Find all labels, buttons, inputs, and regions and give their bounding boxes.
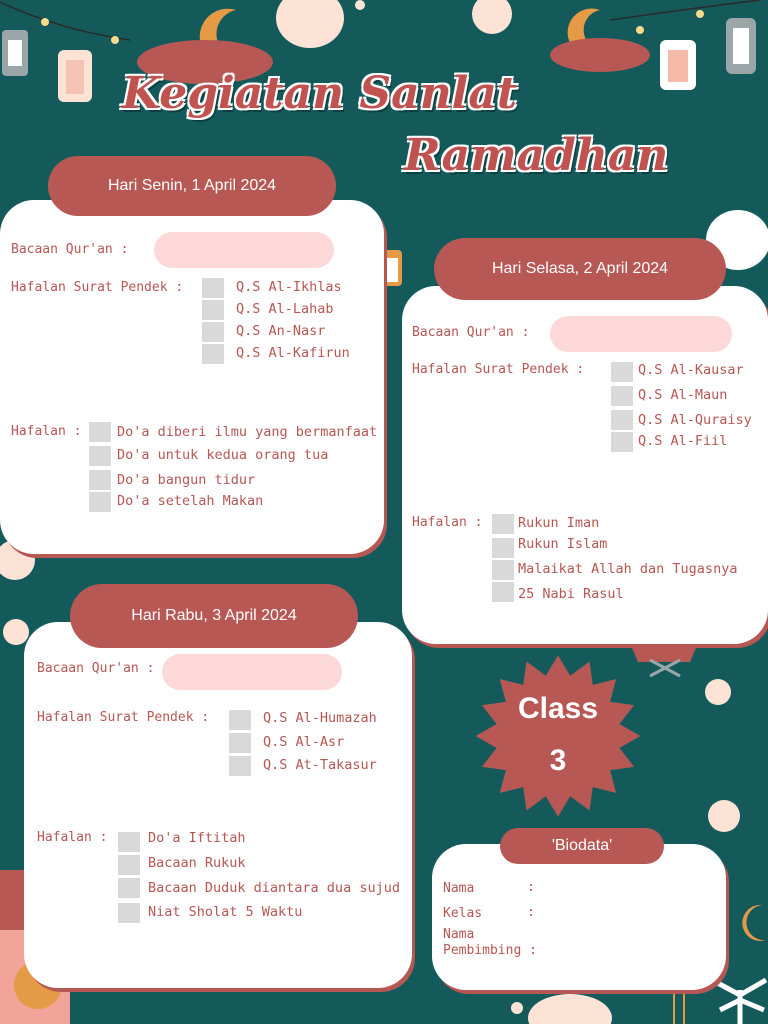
day3-hafalan-surat-label: Hafalan Surat Pendek : — [37, 710, 210, 725]
day2-bacaan-label: Bacaan Qur'an : — [412, 325, 530, 340]
day1-surat-checkbox[interactable] — [202, 300, 224, 320]
day1-bacaan-label: Bacaan Qur'an : — [11, 242, 129, 257]
day3-surat-item: Q.S Al-Humazah — [263, 710, 377, 726]
day3-surat-checkbox[interactable] — [229, 710, 251, 730]
day1-hafalan-checkbox[interactable] — [89, 446, 111, 466]
class-badge-label: Class — [517, 692, 599, 725]
day3-hafalan-item: Niat Sholat 5 Waktu — [148, 904, 303, 920]
day3-bacaan-label: Bacaan Qur'an : — [37, 661, 155, 676]
day2-header: Hari Selasa, 2 April 2024 — [434, 238, 726, 300]
day2-surat-checkbox[interactable] — [611, 386, 633, 406]
day1-surat-checkbox[interactable] — [202, 344, 224, 364]
lantern-icon — [2, 30, 28, 76]
day2-hafalan-item: Rukun Islam — [518, 536, 608, 552]
day1-bacaan-field[interactable] — [154, 232, 334, 268]
day3-hafalan-checkbox[interactable] — [118, 832, 140, 852]
lantern-icon — [726, 18, 756, 74]
day2-surat-item: Q.S Al-Quraisy — [638, 412, 752, 428]
day3-bacaan-field[interactable] — [162, 654, 342, 690]
day1-surat-item: Q.S Al-Lahab — [236, 301, 334, 317]
day2-hafalan-item: Malaikat Allah dan Tugasnya — [518, 561, 738, 577]
biodata-nama-label: Nama — [443, 881, 475, 896]
day2-hafalan-item: 25 Nabi Rasul — [518, 586, 624, 602]
biodata-pembimbing-label-1: Nama — [443, 927, 475, 942]
day1-header: Hari Senin, 1 April 2024 — [48, 156, 336, 216]
day2-surat-item: Q.S Al-Kausar — [638, 362, 744, 378]
day2-surat-item: Q.S Al-Fiil — [638, 433, 728, 449]
day3-hafalan-checkbox[interactable] — [118, 878, 140, 898]
day3-hafalan-label: Hafalan : — [37, 830, 108, 845]
day3-hafalan-checkbox[interactable] — [118, 903, 140, 923]
day2-hafalan-checkbox[interactable] — [492, 538, 514, 558]
day3-hafalan-checkbox[interactable] — [118, 855, 140, 875]
day1-surat-item: Q.S Al-Kafirun — [236, 345, 350, 361]
day2-surat-checkbox[interactable] — [611, 362, 633, 382]
day3-surat-checkbox[interactable] — [229, 733, 251, 753]
biodata-nama-colon: : — [527, 880, 535, 895]
day1-surat-checkbox[interactable] — [202, 278, 224, 298]
day3-surat-item: Q.S Al-Asr — [263, 734, 345, 750]
day2-bacaan-field[interactable] — [550, 316, 732, 352]
day1-hafalan-item: Do'a setelah Makan — [117, 493, 264, 509]
day2-surat-item: Q.S Al-Maun — [638, 387, 728, 403]
day1-hafalan-checkbox[interactable] — [89, 422, 111, 442]
biodata-header: 'Biodata' — [500, 828, 664, 864]
day2-hafalan-surat-label: Hafalan Surat Pendek : — [412, 362, 585, 377]
day2-hafalan-checkbox[interactable] — [492, 560, 514, 580]
biodata-pembimbing-label-2: Pembimbing : — [443, 943, 537, 958]
page-title-line1: Kegiatan Sanlat — [122, 68, 518, 119]
lantern-icon — [660, 40, 696, 90]
day1-surat-checkbox[interactable] — [202, 322, 224, 342]
day1-hafalan-checkbox[interactable] — [89, 492, 111, 512]
day2-surat-checkbox[interactable] — [611, 432, 633, 452]
day2-surat-checkbox[interactable] — [611, 410, 633, 430]
day2-hafalan-checkbox[interactable] — [492, 514, 514, 534]
day1-hafalan-label: Hafalan : — [11, 424, 82, 439]
biodata-kelas-colon: : — [527, 905, 535, 920]
lantern-icon — [58, 50, 92, 102]
day1-hafalan-checkbox[interactable] — [89, 470, 111, 490]
day3-header: Hari Rabu, 3 April 2024 — [70, 584, 358, 648]
day2-hafalan-checkbox[interactable] — [492, 582, 514, 602]
day1-hafalan-item: Do'a diberi ilmu yang bermanfaat — [117, 424, 378, 440]
day1-hafalan-surat-label: Hafalan Surat Pendek : — [11, 280, 184, 295]
day3-surat-item: Q.S At-Takasur — [263, 757, 377, 773]
page-title-line2: Ramadhan — [404, 130, 669, 181]
class-badge-star — [470, 654, 646, 818]
day2-hafalan-item: Rukun Iman — [518, 515, 600, 531]
day1-surat-item: Q.S Al-Ikhlas — [236, 279, 342, 295]
day3-hafalan-item: Bacaan Duduk diantara dua sujud — [148, 880, 400, 896]
day2-hafalan-label: Hafalan : — [412, 515, 483, 530]
day3-hafalan-item: Bacaan Rukuk — [148, 855, 246, 871]
day3-surat-checkbox[interactable] — [229, 756, 251, 776]
day3-hafalan-item: Do'a Iftitah — [148, 830, 246, 846]
biodata-kelas-label: Kelas — [443, 906, 483, 921]
day1-hafalan-item: Do'a untuk kedua orang tua — [117, 447, 329, 463]
day1-surat-item: Q.S An-Nasr — [236, 323, 326, 339]
class-badge-number: 3 — [549, 744, 567, 777]
day1-hafalan-item: Do'a bangun tidur — [117, 472, 256, 488]
